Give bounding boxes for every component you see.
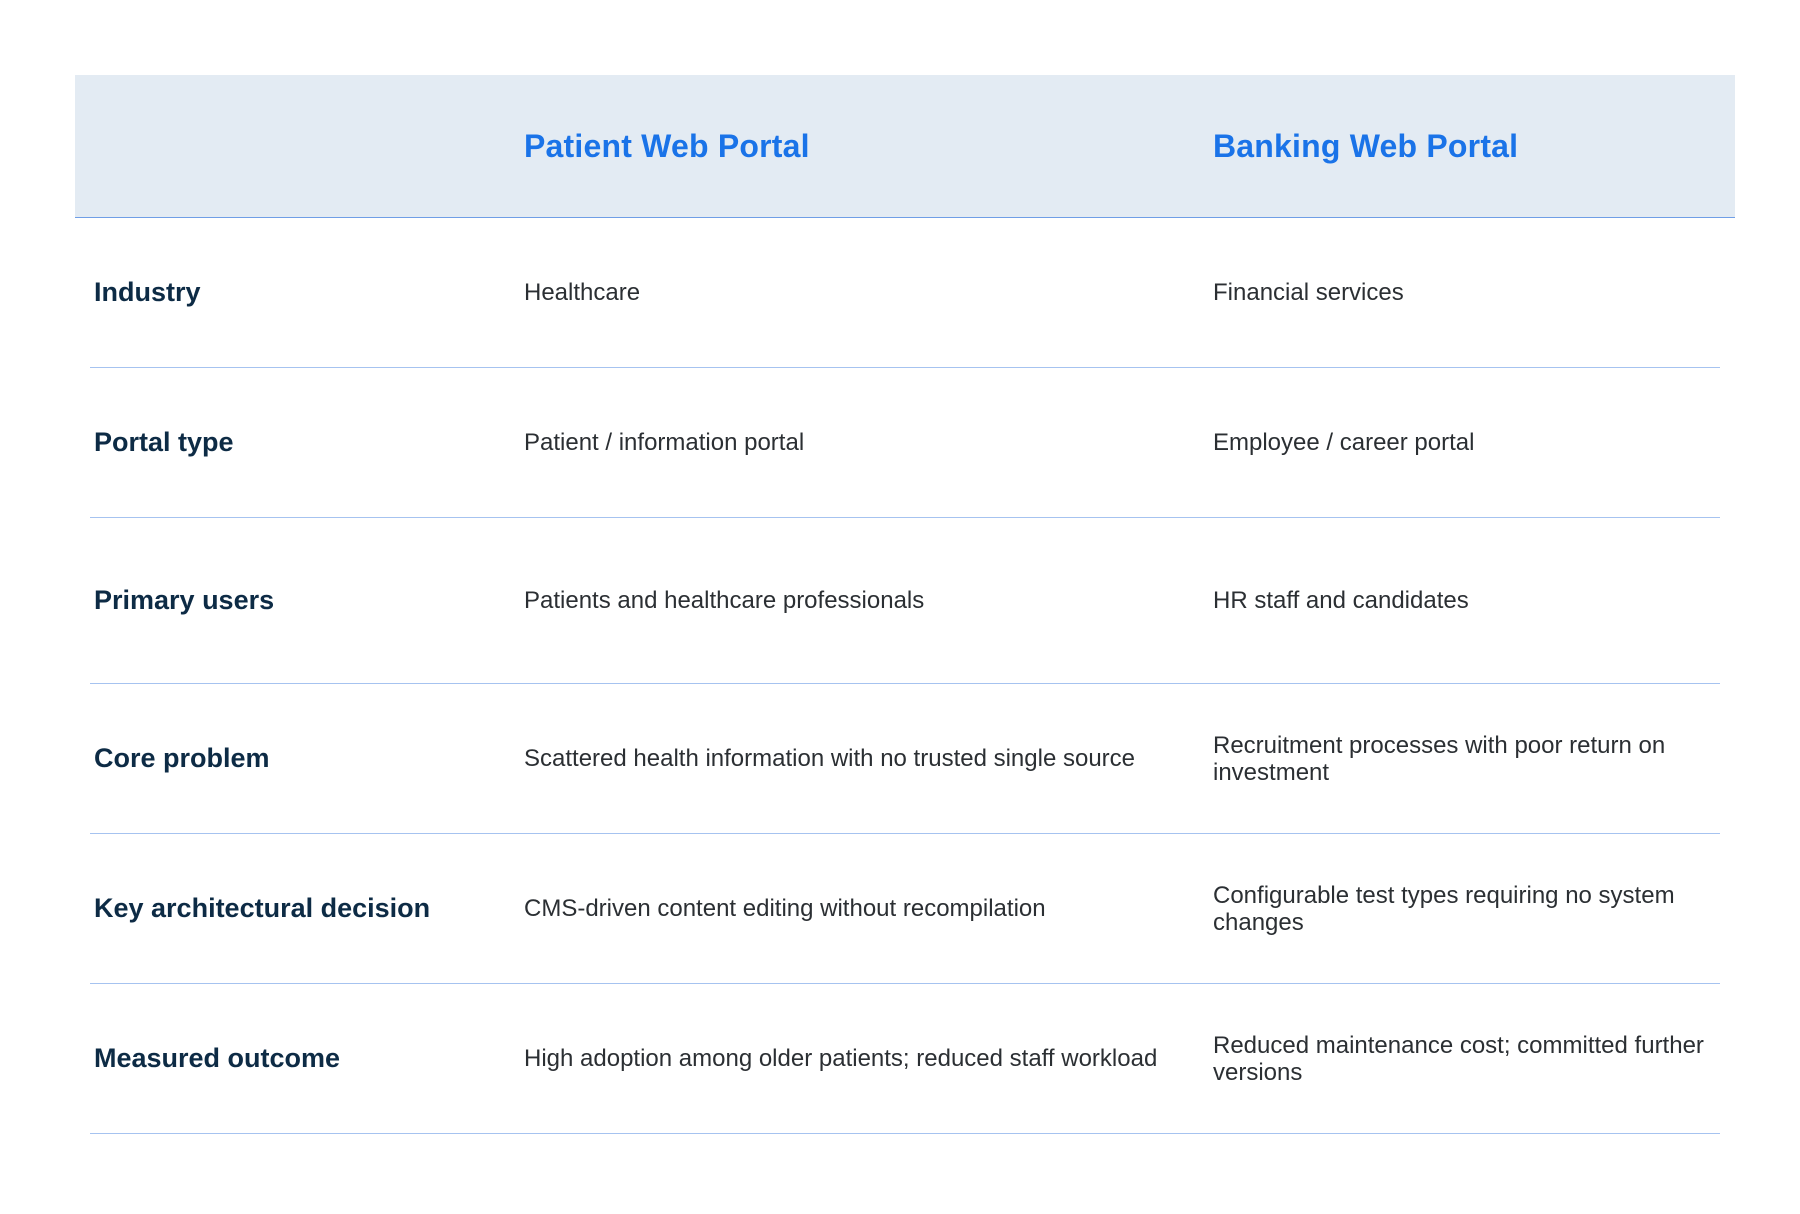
row-label: Key architectural decision — [94, 893, 431, 923]
patient-cell: High adoption among older patients; reduced staff workload — [524, 1044, 1158, 1072]
table-header — [75, 75, 1735, 218]
table-row — [90, 984, 1720, 1134]
row-label: Portal type — [94, 427, 234, 457]
patient-cell: Patients and healthcare professionals — [524, 586, 925, 614]
patient-cell: Patient / information portal — [524, 428, 805, 456]
banking-cell: Configurable test types requiring no system changes — [1213, 881, 1675, 936]
banking-cell: Financial services — [1213, 279, 1404, 306]
table-row — [90, 684, 1720, 834]
row-label: Measured outcome — [94, 1043, 341, 1073]
patient-cell: Scattered health information with no trusted single source — [524, 744, 1136, 772]
banking-cell: Recruitment processes with poor return on investment — [1213, 731, 1666, 786]
patient-cell: Healthcare — [524, 278, 641, 306]
header-patient-web-portal: Patient Web Portal — [524, 127, 810, 164]
table-row — [90, 218, 1720, 368]
patient-cell: CMS-driven content editing without recompilation — [524, 894, 1046, 922]
banking-cell: HR staff and candidates — [1213, 587, 1469, 614]
table-row — [90, 834, 1720, 984]
banking-cell: Employee / career portal — [1213, 429, 1475, 456]
table-body — [90, 218, 1720, 1134]
comparison-table — [75, 75, 1735, 1086]
row-label: Core problem — [94, 743, 270, 773]
table-row — [90, 368, 1720, 518]
banking-cell: Reduced maintenance cost; committed further versions — [1213, 1031, 1704, 1086]
table-row — [90, 518, 1720, 684]
header-banking-web-portal: Banking Web Portal — [1213, 127, 1519, 164]
row-label: Industry — [94, 277, 201, 307]
row-label: Primary users — [94, 585, 275, 615]
